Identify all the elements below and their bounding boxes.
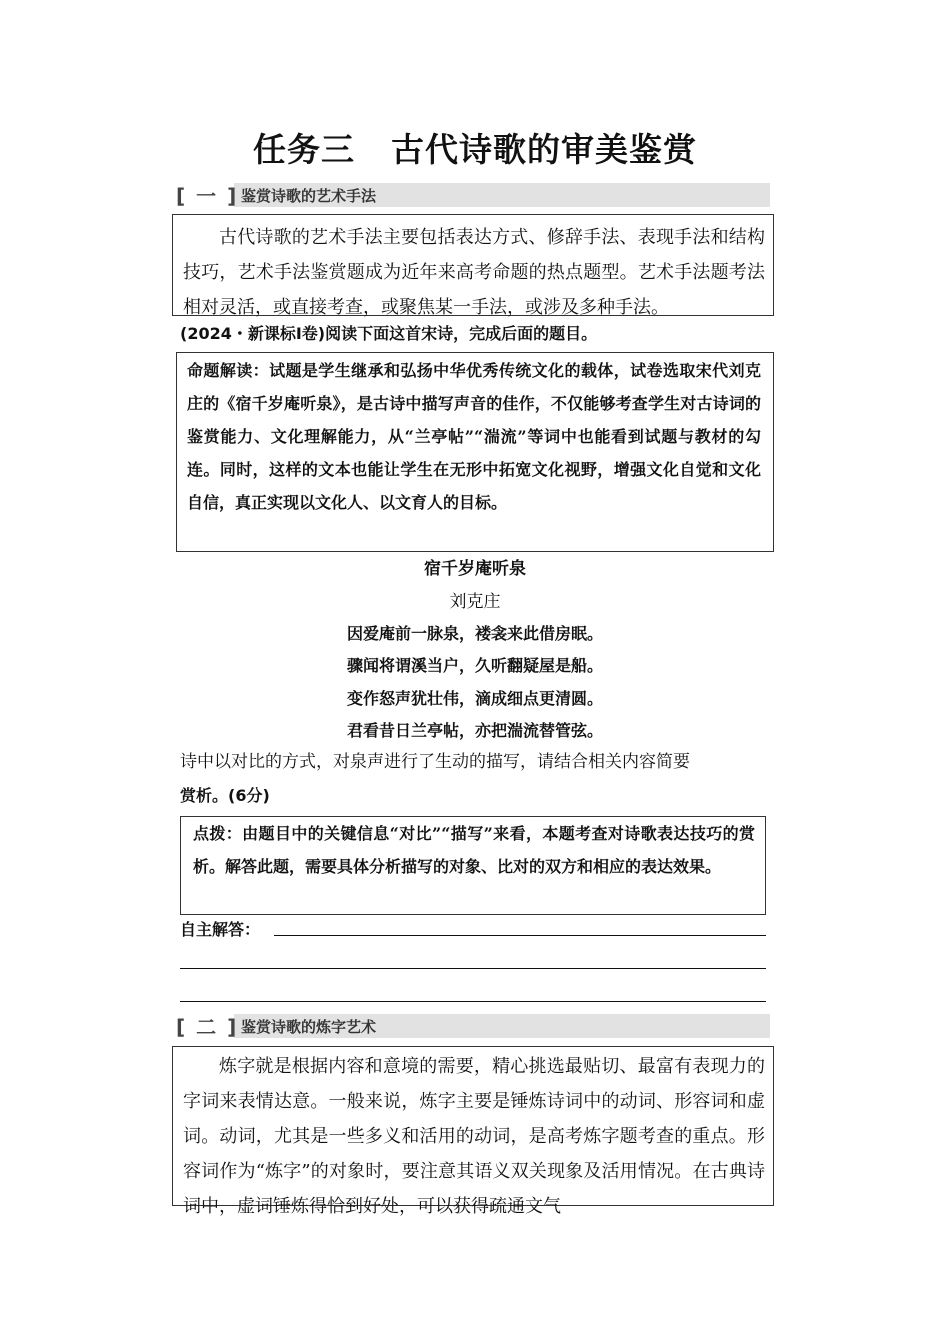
question-line-1: 诗中以对比的方式，对泉声进行了生动的描写，请结合相关内容简要 (180, 752, 690, 772)
hint-text: 由题目中的关键信息“对比”“描写”来看，本题考查对诗歌表达技巧的赏析。解答此题，需要具体分析描写的对象、比对的双方和相应的表达效果。 (193, 824, 755, 876)
poem-line-3: 变作怒声犹壮伟，滴成细点更清圆。 (346, 689, 603, 708)
section-2-number: [ 二 ] (176, 1015, 239, 1039)
poem-line-4: 君看昔日兰亭帖，亦把湍流替管弦。 (346, 721, 603, 740)
answer-label: 自主解答： (180, 920, 261, 939)
section-2-header (176, 1013, 770, 1039)
page-title-part2: 古代诗歌的审美鉴赏 (391, 130, 697, 169)
poem-author: 刘克庄 (449, 592, 501, 612)
section-2-intro-box (172, 1046, 774, 1217)
section-1-label: 鉴赏诗歌的艺术手法 (241, 187, 377, 205)
poem-title: 宿千岁庵听泉 (424, 559, 526, 579)
analysis-box (176, 352, 774, 552)
poem-line-1: 因爱庵前一脉泉，褛衾来此借房眠。 (346, 624, 603, 643)
page-title-part1: 任务三 (253, 130, 355, 169)
section-1-intro: 古代诗歌的艺术手法主要包括表达方式、修辞手法、表现手法和结构技巧，艺术手法鉴赏题成为近年来高考命题的热点题型。艺术手法题考法相对灵活，或直接考查，或聚焦某一手法，或涉及多种手法。 (183, 227, 765, 318)
answer-line-3[interactable] (180, 1001, 766, 1002)
analysis-label: 命题解读： (187, 361, 270, 380)
section-2-label: 鉴赏诗歌的炼字艺术 (241, 1018, 377, 1036)
section-1-header (176, 182, 770, 208)
answer-line-2[interactable] (180, 968, 766, 969)
poem-line-2: 骤闻将谓溪当户，久听翻疑屋是船。 (346, 656, 603, 675)
answer-line-1[interactable] (274, 935, 766, 936)
question-source: (2024・新课标Ⅰ卷)阅读下面这首宋诗，完成后面的题目。 (180, 324, 598, 343)
page-title (0, 124, 950, 171)
section-1-number: [ 一 ] (176, 184, 239, 208)
hint-box (180, 816, 766, 915)
section-2-intro: 炼字就是根据内容和意境的需要，精心挑选最贴切、最富有表现力的字词来表情达意。一般来说，炼字主要是锤炼诗词中的动词、形容词和虚词。动词，尤其是一些多义和活用的动词，是高考炼字题考查的重点。形容词作为“炼字”的对象时，要注意其语义双关现象及活用情况。在古典诗词中，虚词锤炼得恰到好处，可以获得疏通文气 (183, 1056, 765, 1217)
analysis-text: 试题是学生继承和弘扬中华优秀传统文化的载体，试卷选取宋代刘克庄的《宿千岁庵听泉》，是古诗中描写声音的佳作，不仅能够考查学生对古诗词的鉴赏能力、文化理解能力，从“兰亭帖”“湍流”等词中也能看到试题与教材的勾连。同时，这样的文本也能让学生在无形中拓宽文化视野，增强文化自觉和文化自信，真正实现以文化人、以文育人的目标。 (187, 361, 761, 512)
section-1-intro-box (172, 214, 774, 316)
question-line-2: 赏析。(6分) (180, 786, 270, 805)
hint-label: 点拨： (193, 824, 243, 843)
